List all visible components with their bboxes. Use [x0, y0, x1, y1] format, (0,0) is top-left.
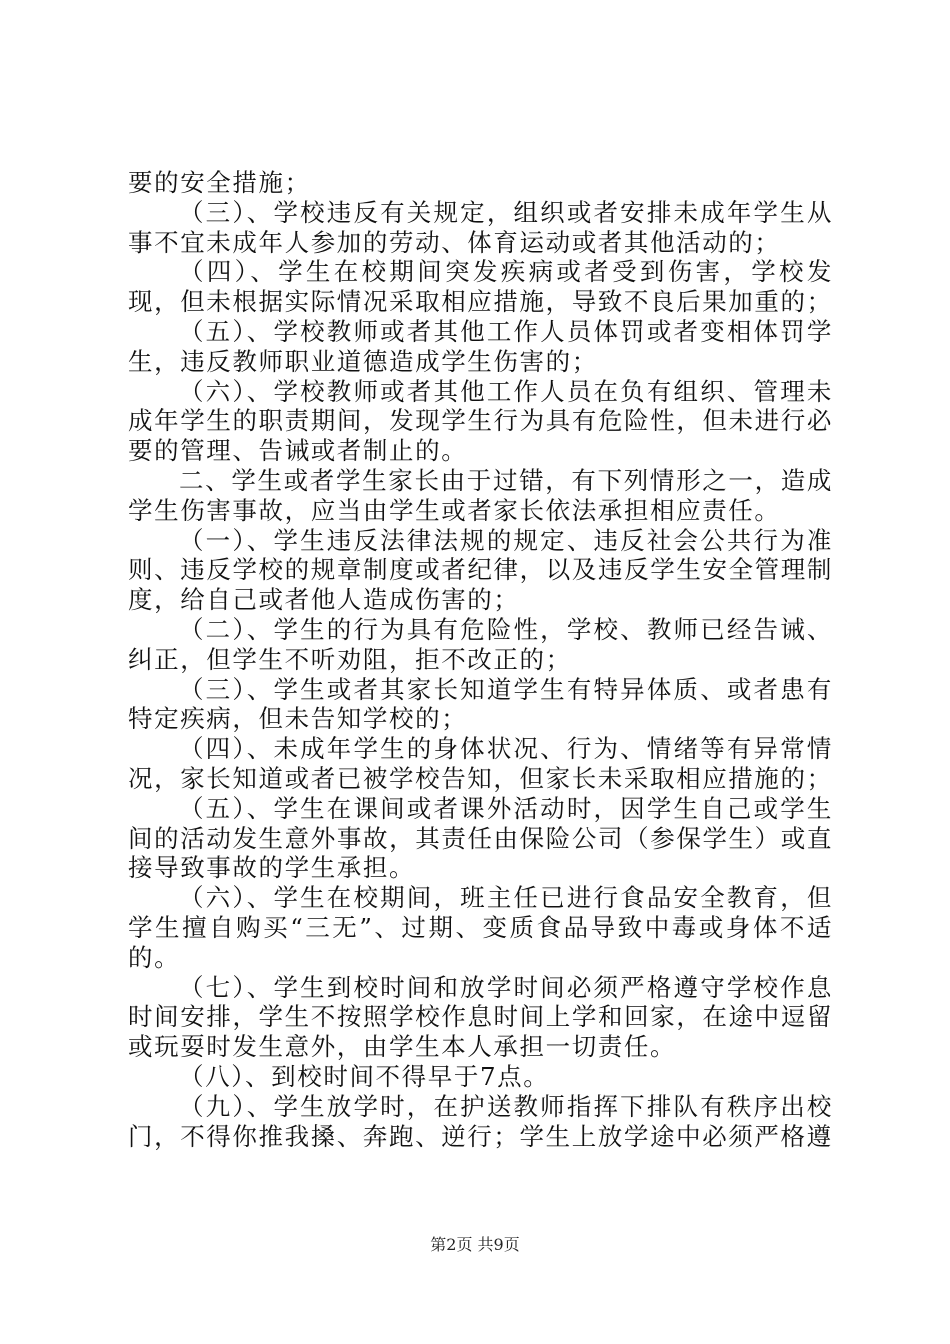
- page-number: 第2页 共9页: [430, 1235, 520, 1254]
- paragraph: （九）、学生放学时，在护送教师指挥下排队有秩序出校门，不得你推我搡、奔跑、逆行；学生上放学途中必须严格遵: [128, 1091, 833, 1151]
- paragraph: （三）、学生或者其家长知道学生有特异体质、或者患有特定疾病，但未告知学校的；: [128, 674, 833, 734]
- paragraph: （一）、学生违反法律法规的规定、违反社会公共行为准则、违反学校的规章制度或者纪律，以及违反学生安全管理制度，给自己或者他人造成伤害的；: [128, 525, 833, 615]
- document-body: [128, 168, 833, 1151]
- page-footer: [0, 1235, 950, 1255]
- paragraph: （三）、学校违反有关规定，组织或者安排未成年学生从事不宜未成年人参加的劳动、体育运动或者其他活动的；: [128, 197, 833, 257]
- paragraph: （八）、到校时间不得早于7点。: [179, 1061, 550, 1091]
- paragraph: （七）、学生到校时间和放学时间必须严格遵守学校作息时间安排，学生不按照学校作息时间上学和回家，在途中逗留或玩耍时发生意外，由学生本人承担一切责任。: [128, 972, 833, 1062]
- paragraph: 二、学生或者学生家长由于过错，有下列情形之一，造成学生伤害事故，应当由学生或者家长依法承担相应责任。: [128, 465, 833, 525]
- paragraph: 要的安全措施；: [128, 168, 311, 197]
- paragraph: （六）、学校教师或者其他工作人员在负有组织、管理未成年学生的职责期间，发现学生行为具有危险性，但未进行必要的管理、告诫或者制止的。: [128, 376, 833, 466]
- paragraph: （四）、未成年学生的身体状况、行为、情绪等有异常情况，家长知道或者已被学校告知，但家长未采取相应措施的；: [128, 734, 833, 793]
- paragraph: （四）、学生在校期间突发疾病或者受到伤害，学校发现，但未根据实际情况采取相应措施，导致不良后果加重的；: [128, 257, 833, 317]
- paragraph: （六）、学生在校期间，班主任已进行食品安全教育，但学生擅自购买“三无”、过期、变质食品导致中毒或身体不适的。: [128, 883, 833, 972]
- paragraph: （五）、学校教师或者其他工作人员体罚或者变相体罚学生，违反教师职业道德造成学生伤害的；: [128, 316, 833, 376]
- paragraph: （五）、学生在课间或者课外活动时，因学生自己或学生间的活动发生意外事故，其责任由保险公司（参保学生）或直接导致事故的学生承担。: [128, 793, 833, 883]
- paragraph: （二）、学生的行为具有危险性，学校、教师已经告诫、纠正，但学生不听劝阻，拒不改正的；: [128, 614, 833, 674]
